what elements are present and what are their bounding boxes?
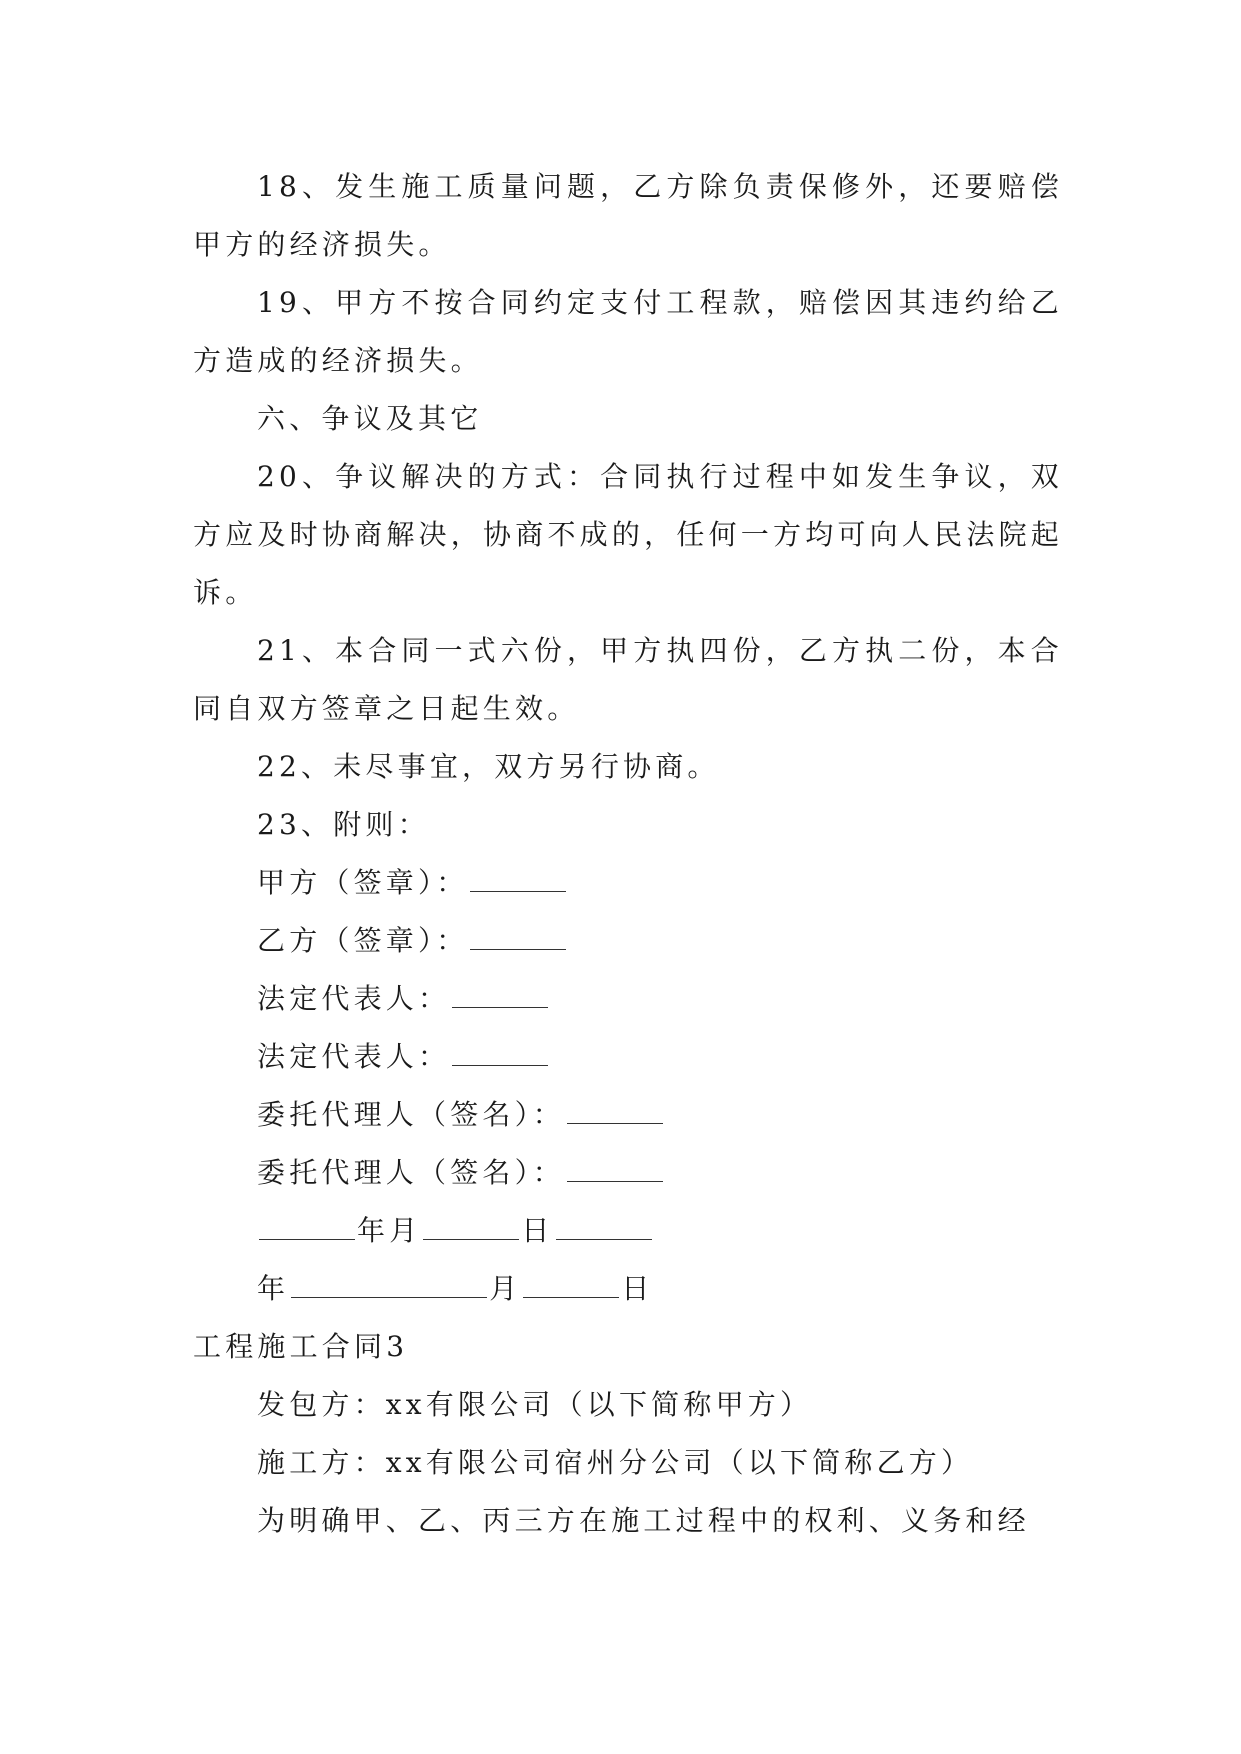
signature-blank	[470, 923, 566, 950]
contract3-employer: 发包方：xx有限公司（以下简称甲方）	[257, 1388, 813, 1421]
contract3-intro: 为明确甲、乙、丙三方在施工过程中的权利、义务和经	[257, 1504, 1030, 1537]
signature-legal-rep-2	[193, 1028, 1063, 1086]
document-body	[193, 158, 1063, 1550]
signature-label: 甲方（签章）：	[257, 866, 469, 899]
signature-blank	[567, 1155, 663, 1182]
signature-label: 法定代表人：	[257, 1040, 451, 1073]
date-line-1	[193, 1202, 1063, 1260]
signature-agent-2	[193, 1144, 1063, 1202]
signature-label: 法定代表人：	[257, 982, 451, 1015]
signature-agent-1	[193, 1086, 1063, 1144]
clause-19: 19、甲方不按合同约定支付工程款，赔偿因其违约给乙方造成的经济损失。	[193, 286, 1063, 377]
clause-22: 22、未尽事宜，双方另行协商。	[257, 750, 720, 783]
signature-legal-rep-1	[193, 970, 1063, 1028]
signature-blank	[567, 1097, 663, 1124]
signature-label: 委托代理人（签名）：	[257, 1098, 566, 1131]
signature-party-a	[193, 854, 1063, 912]
date-label-month: 月	[489, 1272, 522, 1305]
date-blank	[523, 1271, 619, 1298]
date-line-2	[193, 1260, 1063, 1318]
clause-21: 21、本合同一式六份，甲方执四份，乙方执二份，本合同自双方签章之日起生效。	[193, 634, 1063, 725]
clause-18: 18、发生施工质量问题，乙方除负责保修外，还要赔偿甲方的经济损失。	[193, 170, 1063, 261]
clause-23: 23、附则：	[257, 808, 430, 841]
signature-blank	[470, 865, 566, 892]
date-blank	[556, 1213, 652, 1240]
date-label-year: 年	[257, 1272, 290, 1305]
section-title: 工程施工合同3	[193, 1330, 409, 1363]
contract3-contractor: 施工方：xx有限公司宿州分公司（以下简称乙方）	[257, 1446, 974, 1479]
signature-label: 委托代理人（签名）：	[257, 1156, 566, 1189]
section-heading-dispute: 六、争议及其它	[257, 402, 483, 435]
date-blank	[423, 1213, 519, 1240]
date-label-day: 日	[621, 1272, 654, 1305]
signature-party-b	[193, 912, 1063, 970]
date-label-day: 日	[521, 1214, 554, 1247]
date-blank	[259, 1213, 355, 1240]
signature-blank	[452, 1039, 548, 1066]
clause-20: 20、争议解决的方式：合同执行过程中如发生争议，双方应及时协商解决，协商不成的，任何一方均可向人民法院起诉。	[193, 460, 1063, 609]
signature-blank	[452, 981, 548, 1008]
date-label-year-month: 年月	[357, 1214, 422, 1247]
signature-label: 乙方（签章）：	[257, 924, 469, 957]
date-blank	[291, 1271, 487, 1298]
